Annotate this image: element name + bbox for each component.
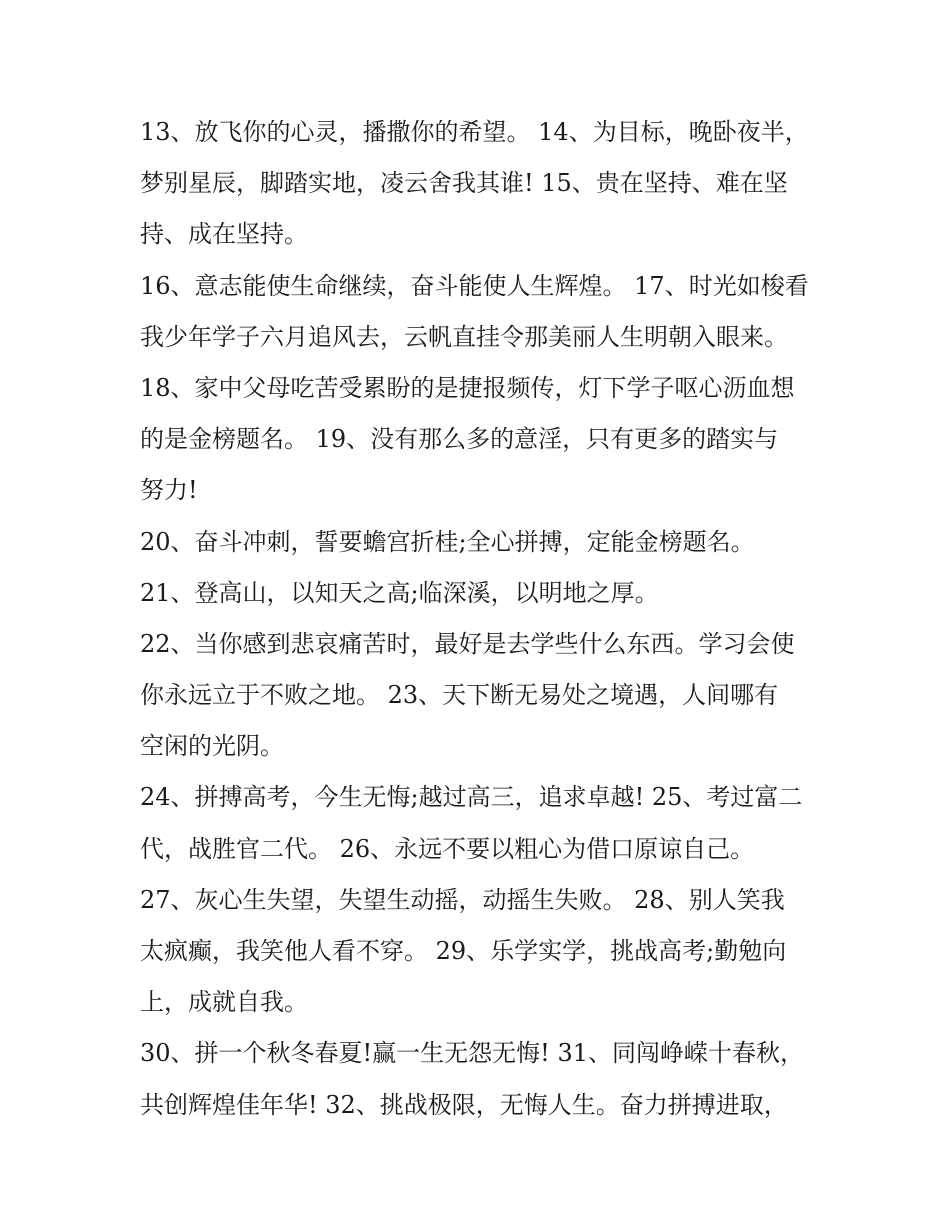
text-line-18: 上，成就自我。 [140,988,308,1017]
text-line-4: 16、意志能使生命继续，奋斗能使人生辉煌。 17、时光如梭看 [140,271,809,300]
text-line-15: 代，战胜官二代。 26、永远不要以粗心为借口原谅自己。 [140,834,755,863]
text-line-2: 梦别星辰，脚踏实地，凌云舍我其谁! 15、贵在坚持、难在坚 [140,169,788,198]
text-line-9: 20、奋斗冲刺，誓要蟾宫折桂;全心拼搏，定能金榜题名。 [140,527,755,556]
text-line-20: 共创辉煌佳年华! 32、挑战极限，无悔人生。奋力拼搏进取， [140,1090,788,1119]
document-body [140,107,830,1131]
text-line-7: 的是金榜题名。 19、没有那么多的意淫，只有更多的踏实与 [140,425,779,454]
text-line-6: 18、家中父母吃苦受累盼的是捷报频传，灯下学子呕心沥血想 [140,373,795,402]
text-line-11: 22、当你感到悲哀痛苦时，最好是去学些什么东西。学习会使 [140,629,795,658]
text-line-13: 空闲的光阴。 [140,732,284,761]
text-line-8: 努力! [140,476,198,505]
text-line-14: 24、拼搏高考，今生无悔;越过高三，追求卓越! 25、考过富二 [140,783,803,812]
text-line-3: 持、成在坚持。 [140,220,308,249]
text-line-16: 27、灰心生失望，失望生动摇，动摇生失败。 28、别人笑我 [140,885,785,914]
text-line-12: 你永远立于不败之地。 23、天下断无易处之境遇，人间哪有 [140,681,779,710]
text-line-10: 21、登高山，以知天之高;临深溪，以明地之厚。 [140,578,659,607]
text-line-19: 30、拼一个秋冬春夏!赢一生无怨无悔! 31、同闯峥嵘十春秋， [140,1039,804,1068]
text-line-1: 13、放飞你的心灵，播撒你的希望。 14、为目标，晚卧夜半， [140,118,809,146]
text-line-5: 我少年学子六月追风去，云帆直挂令那美丽人生明朝入眼来。 [140,322,788,351]
text-line-17: 太疯癫，我笑他人看不穿。 29、乐学实学，挑战高考;勤勉向 [140,937,787,965]
